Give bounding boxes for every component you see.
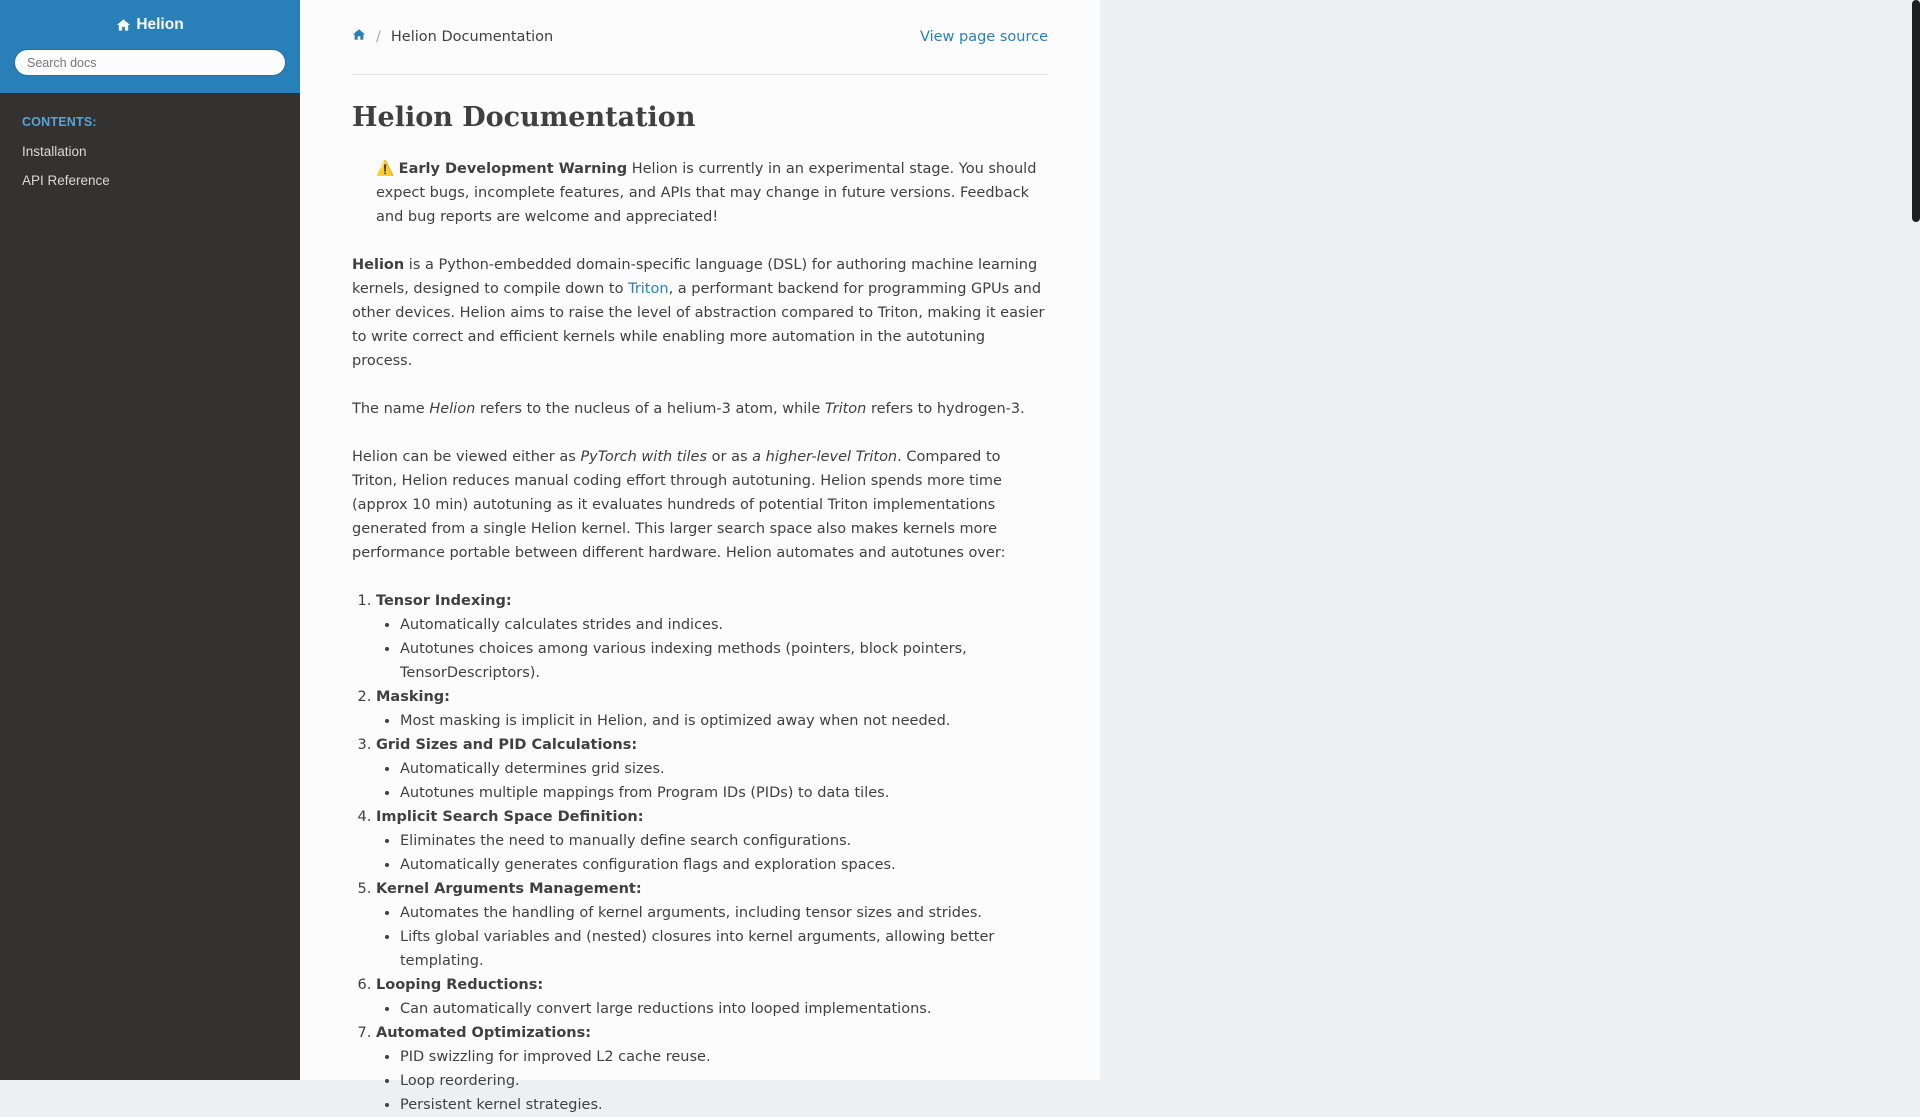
name-text-2: refers to the nucleus of a helium-3 atom, while [475, 401, 825, 417]
name-text-3: refers to hydrogen-3. [866, 401, 1025, 417]
document [352, 0, 1048, 1117]
list-item [376, 733, 1048, 805]
overview-text-1: Helion can be viewed either as [352, 449, 581, 465]
project-name: Helion [136, 16, 184, 33]
list-item: • Autotunes choices among various indexing methods (pointers, block pointers, TensorDescriptors). [400, 637, 1048, 685]
overview-em-2: a higher-level Triton [752, 449, 898, 465]
list-item: • Persistent kernel strategies. [400, 1093, 1048, 1117]
feature-title: Grid Sizes and PID Calculations: [376, 737, 638, 753]
project-home-link[interactable] [116, 16, 183, 34]
name-paragraph [352, 397, 1048, 421]
list-item: • Automatically generates configuration flags and exploration spaces. [400, 853, 1048, 877]
warning-note [376, 157, 1048, 229]
nav-list [0, 137, 300, 195]
intro-bold: Helion [352, 257, 405, 273]
feature-title: Kernel Arguments Management: [376, 881, 642, 897]
sidebar-item-api-reference[interactable]: API Reference [22, 173, 110, 188]
warning-title: Early Development Warning [398, 161, 628, 177]
overview-text-3: . Compared to Triton, Helion reduces manual coding effort through autotuning. Helion spends more time (approx 10 min) autotuning as it evaluates hundreds of potential Triton implementations generated from a single Helion kernel. This larger search space also makes kernels more performance portable between different hardware. Helion automates and autotunes over: [352, 449, 1006, 561]
list-item [376, 877, 1048, 973]
page-scrollbar[interactable] [1912, 0, 1920, 1080]
list-item: • Automates the handling of kernel arguments, including tensor sizes and strides. [400, 901, 1048, 925]
content-area [300, 0, 1100, 1113]
search-input[interactable] [14, 49, 286, 76]
feature-title: Implicit Search Space Definition: [376, 809, 644, 825]
feature-title: Tensor Indexing: [376, 593, 512, 609]
list-item [376, 805, 1048, 877]
breadcrumb-current: Helion Documentation [390, 29, 554, 45]
name-text-1: The name [352, 401, 430, 417]
intro-text-2: , a performant backend for programming GPUs and other devices. Helion aims to raise the level of abstraction compared to Triton, making it easier to write correct and efficient kernels while enabling more automation in the autotuning process. [352, 281, 1045, 369]
overview-paragraph [352, 445, 1048, 565]
list-item [376, 973, 1048, 1021]
list-item [376, 589, 1048, 685]
list-item: • Eliminates the need to manually define search configurations. [400, 829, 1048, 853]
sidebar [0, 0, 300, 1080]
overview-text-2: or as [707, 449, 753, 465]
view-source-link[interactable]: View page source [920, 29, 1048, 45]
list-item: • PID swizzling for improved L2 cache reuse. [400, 1045, 1048, 1069]
page-title: Helion Documentation [352, 102, 696, 133]
feature-title: Looping Reductions: [376, 977, 544, 993]
feature-title: Automated Optimizations: [376, 1025, 592, 1041]
home-icon [116, 18, 131, 32]
list-item: • Lifts global variables and (nested) closures into kernel arguments, allowing better templating. [400, 925, 1048, 973]
feature-title: Masking: [376, 689, 450, 705]
sidebar-header [0, 0, 300, 93]
nav-caption: CONTENTS: [22, 115, 97, 129]
list-item [376, 1021, 1048, 1117]
breadcrumb-separator: / [376, 29, 381, 45]
scrollbar-thumb[interactable] [1912, 0, 1920, 222]
breadcrumb [352, 0, 1048, 75]
sidebar-item-installation[interactable]: Installation [22, 144, 87, 159]
overview-em-1: PyTorch with tiles [580, 449, 708, 465]
feature-list [352, 589, 1048, 1117]
list-item: • Automatically calculates strides and indices. [400, 613, 1048, 637]
intro-paragraph [352, 253, 1048, 373]
home-icon [352, 28, 366, 41]
breadcrumb-home-link[interactable] [352, 25, 366, 49]
triton-link[interactable]: Triton [628, 281, 669, 297]
name-em-2: Triton [824, 401, 867, 417]
warning-icon: ⚠️ [376, 161, 395, 177]
list-item: • Automatically determines grid sizes. [400, 757, 1048, 781]
name-em-1: Helion [429, 401, 476, 417]
list-item: • Autotunes multiple mappings from Program IDs (PIDs) to data tiles. [400, 781, 1048, 805]
list-item: • Loop reordering. [400, 1069, 1048, 1093]
warning-text: Helion is currently in an experimental stage. You should expect bugs, incomplete features, and APIs that may change in future versions. Feedback and bug reports are welcome and appreciated! [376, 161, 1037, 225]
list-item: • Most masking is implicit in Helion, and is optimized away when not needed. [400, 709, 1048, 733]
intro-text-1: is a Python-embedded domain-specific language (DSL) for authoring machine learning kernels, designed to compile down to [352, 257, 1038, 297]
list-item: • Can automatically convert large reductions into looped implementations. [400, 997, 1048, 1021]
list-item [376, 685, 1048, 733]
